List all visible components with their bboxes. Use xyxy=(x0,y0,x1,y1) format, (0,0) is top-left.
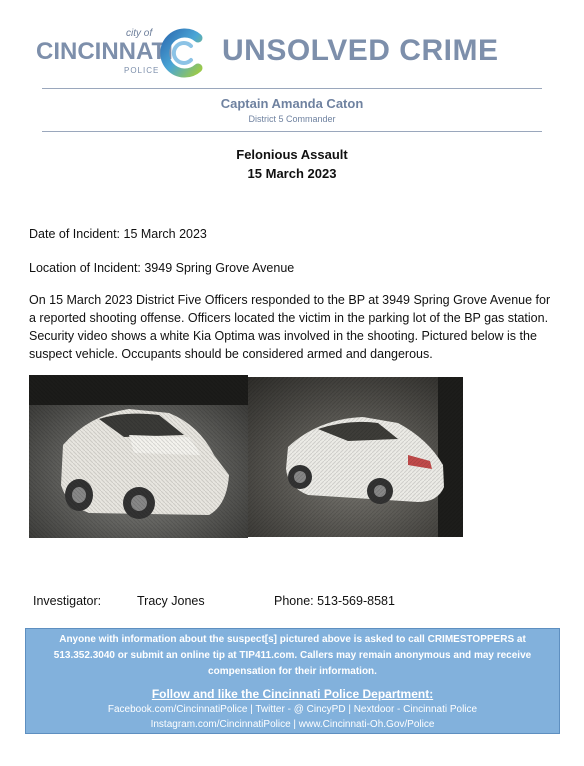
page-title: UNSOLVED CRIME xyxy=(222,34,499,67)
crimestoppers-message: Anyone with information about the suspect[s] pictured above is asked to call CRIMESTOPPERS at 513.352.3040 or submit an online tip at TIP411.com. Callers may remain anonymous and may receive compensation for their information. xyxy=(53,634,532,677)
crime-type: Felonious Assault xyxy=(236,147,348,162)
logo-c-emblem-icon xyxy=(158,28,208,78)
suspect-vehicle-photo-2 xyxy=(248,377,463,537)
logo-city-text: city of xyxy=(126,28,153,39)
investigator-phone: Phone: 513-569-8581 xyxy=(274,594,395,608)
commander-title: District 5 Commander xyxy=(248,114,336,124)
cincinnati-police-logo xyxy=(36,28,208,80)
social-links-line-1: Facebook.com/CincinnatiPolice | Twitter - @ CincyPD | Nextdoor - Cincinnati Police xyxy=(107,704,478,715)
social-links-line-2: Instagram.com/CincinnatiPolice | www.Cincinnati-Oh.Gov/Police xyxy=(150,719,435,730)
date-of-incident: Date of Incident: 15 March 2023 xyxy=(29,227,207,241)
commander-name: Captain Amanda Caton xyxy=(220,96,364,111)
location-of-incident: Location of Incident: 3949 Spring Grove Avenue xyxy=(29,261,295,275)
logo-name-text: CINCINNATI xyxy=(36,38,173,65)
crime-date: 15 March 2023 xyxy=(247,166,337,181)
crimestoppers-footer xyxy=(25,628,560,734)
follow-heading: Follow and like the Cincinnati Police Department: xyxy=(151,687,434,701)
investigator-name: Tracy Jones xyxy=(137,594,205,608)
incident-narrative: On 15 March 2023 District Five Officers responded to the BP at 3949 Spring Grove Avenue for a reported shooting offense. Officers located the victim in the parking lot of the BP gas station. Security video shows a white Kia Optima was involved in the shooting. Pictured below is the suspect vehicle. Occupants should be considered armed and dangerous. xyxy=(29,293,551,361)
header-divider-bottom xyxy=(42,131,542,132)
header-divider-top xyxy=(42,88,542,89)
suspect-vehicle-photo-1 xyxy=(29,375,248,538)
logo-police-text: POLICE xyxy=(124,66,160,75)
investigator-label: Investigator: xyxy=(33,594,102,608)
